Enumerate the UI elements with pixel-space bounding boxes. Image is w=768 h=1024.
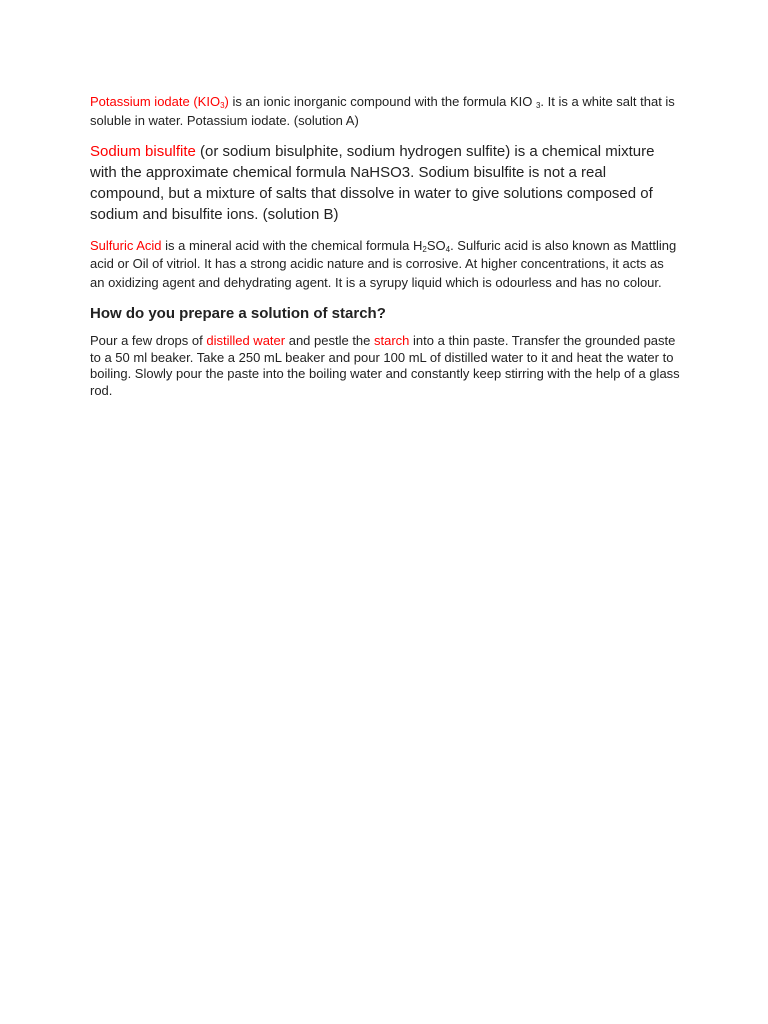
sodium-bisulfite-paragraph: Sodium bisulfite (or sodium bisulphite, sodium hydrogen sulfite) is a chemical mixture with the approximate chemical formula NaHSO3. Sodium bisulfite is not a real compound, but a mixture of salts that dissolve in water to give solutions composed of sodium and bisulfite ions. (solution B)	[90, 143, 655, 223]
starch-link[interactable]: starch	[374, 332, 410, 348]
sodium-bisulfite-term: Sodium bisulfite	[90, 143, 196, 160]
sulfuric-acid-term: Sulfuric Acid	[90, 238, 162, 253]
distilled-water-link[interactable]: distilled water	[206, 332, 286, 348]
potassium-iodate-paragraph: Potassium iodate $(KIO_3)$ is an ionic inorganic compound with the formula KIO $_3$. It is a white salt that is soluble in water. Potassium iodate. (solution A)	[90, 94, 675, 128]
document-page	[90, 92, 680, 400]
sulfuric-acid-paragraph: Sulfuric Acid is a mineral acid with the chemical formula $H_2SO_4$. Sulfuric acid is also known as Mattling acid or Oil of vitriol. It has a strong acidic nature and is corrosive. At higher concentrations, it acts as an oxidizing agent and dehydrating agent. It is a syrupy liquid which is odourless and has no colour.	[90, 238, 677, 290]
starch-heading: How do you prepare a solution of starch?	[90, 304, 386, 322]
starch-preparation-paragraph: Pour a few drops of distilled water and pestle the starch into a thin paste. Transfer the grounded paste to a 50 ml beaker. Take a 250 mL beaker and pour 100 mL of distilled water to it and heat the water to boiling. Slowly pour the paste into the boiling water and constantly keep stirring with the help of a glass rod.	[90, 332, 680, 398]
potassium-iodate-term: Potassium iodate $(KIO_3)$	[90, 94, 229, 110]
